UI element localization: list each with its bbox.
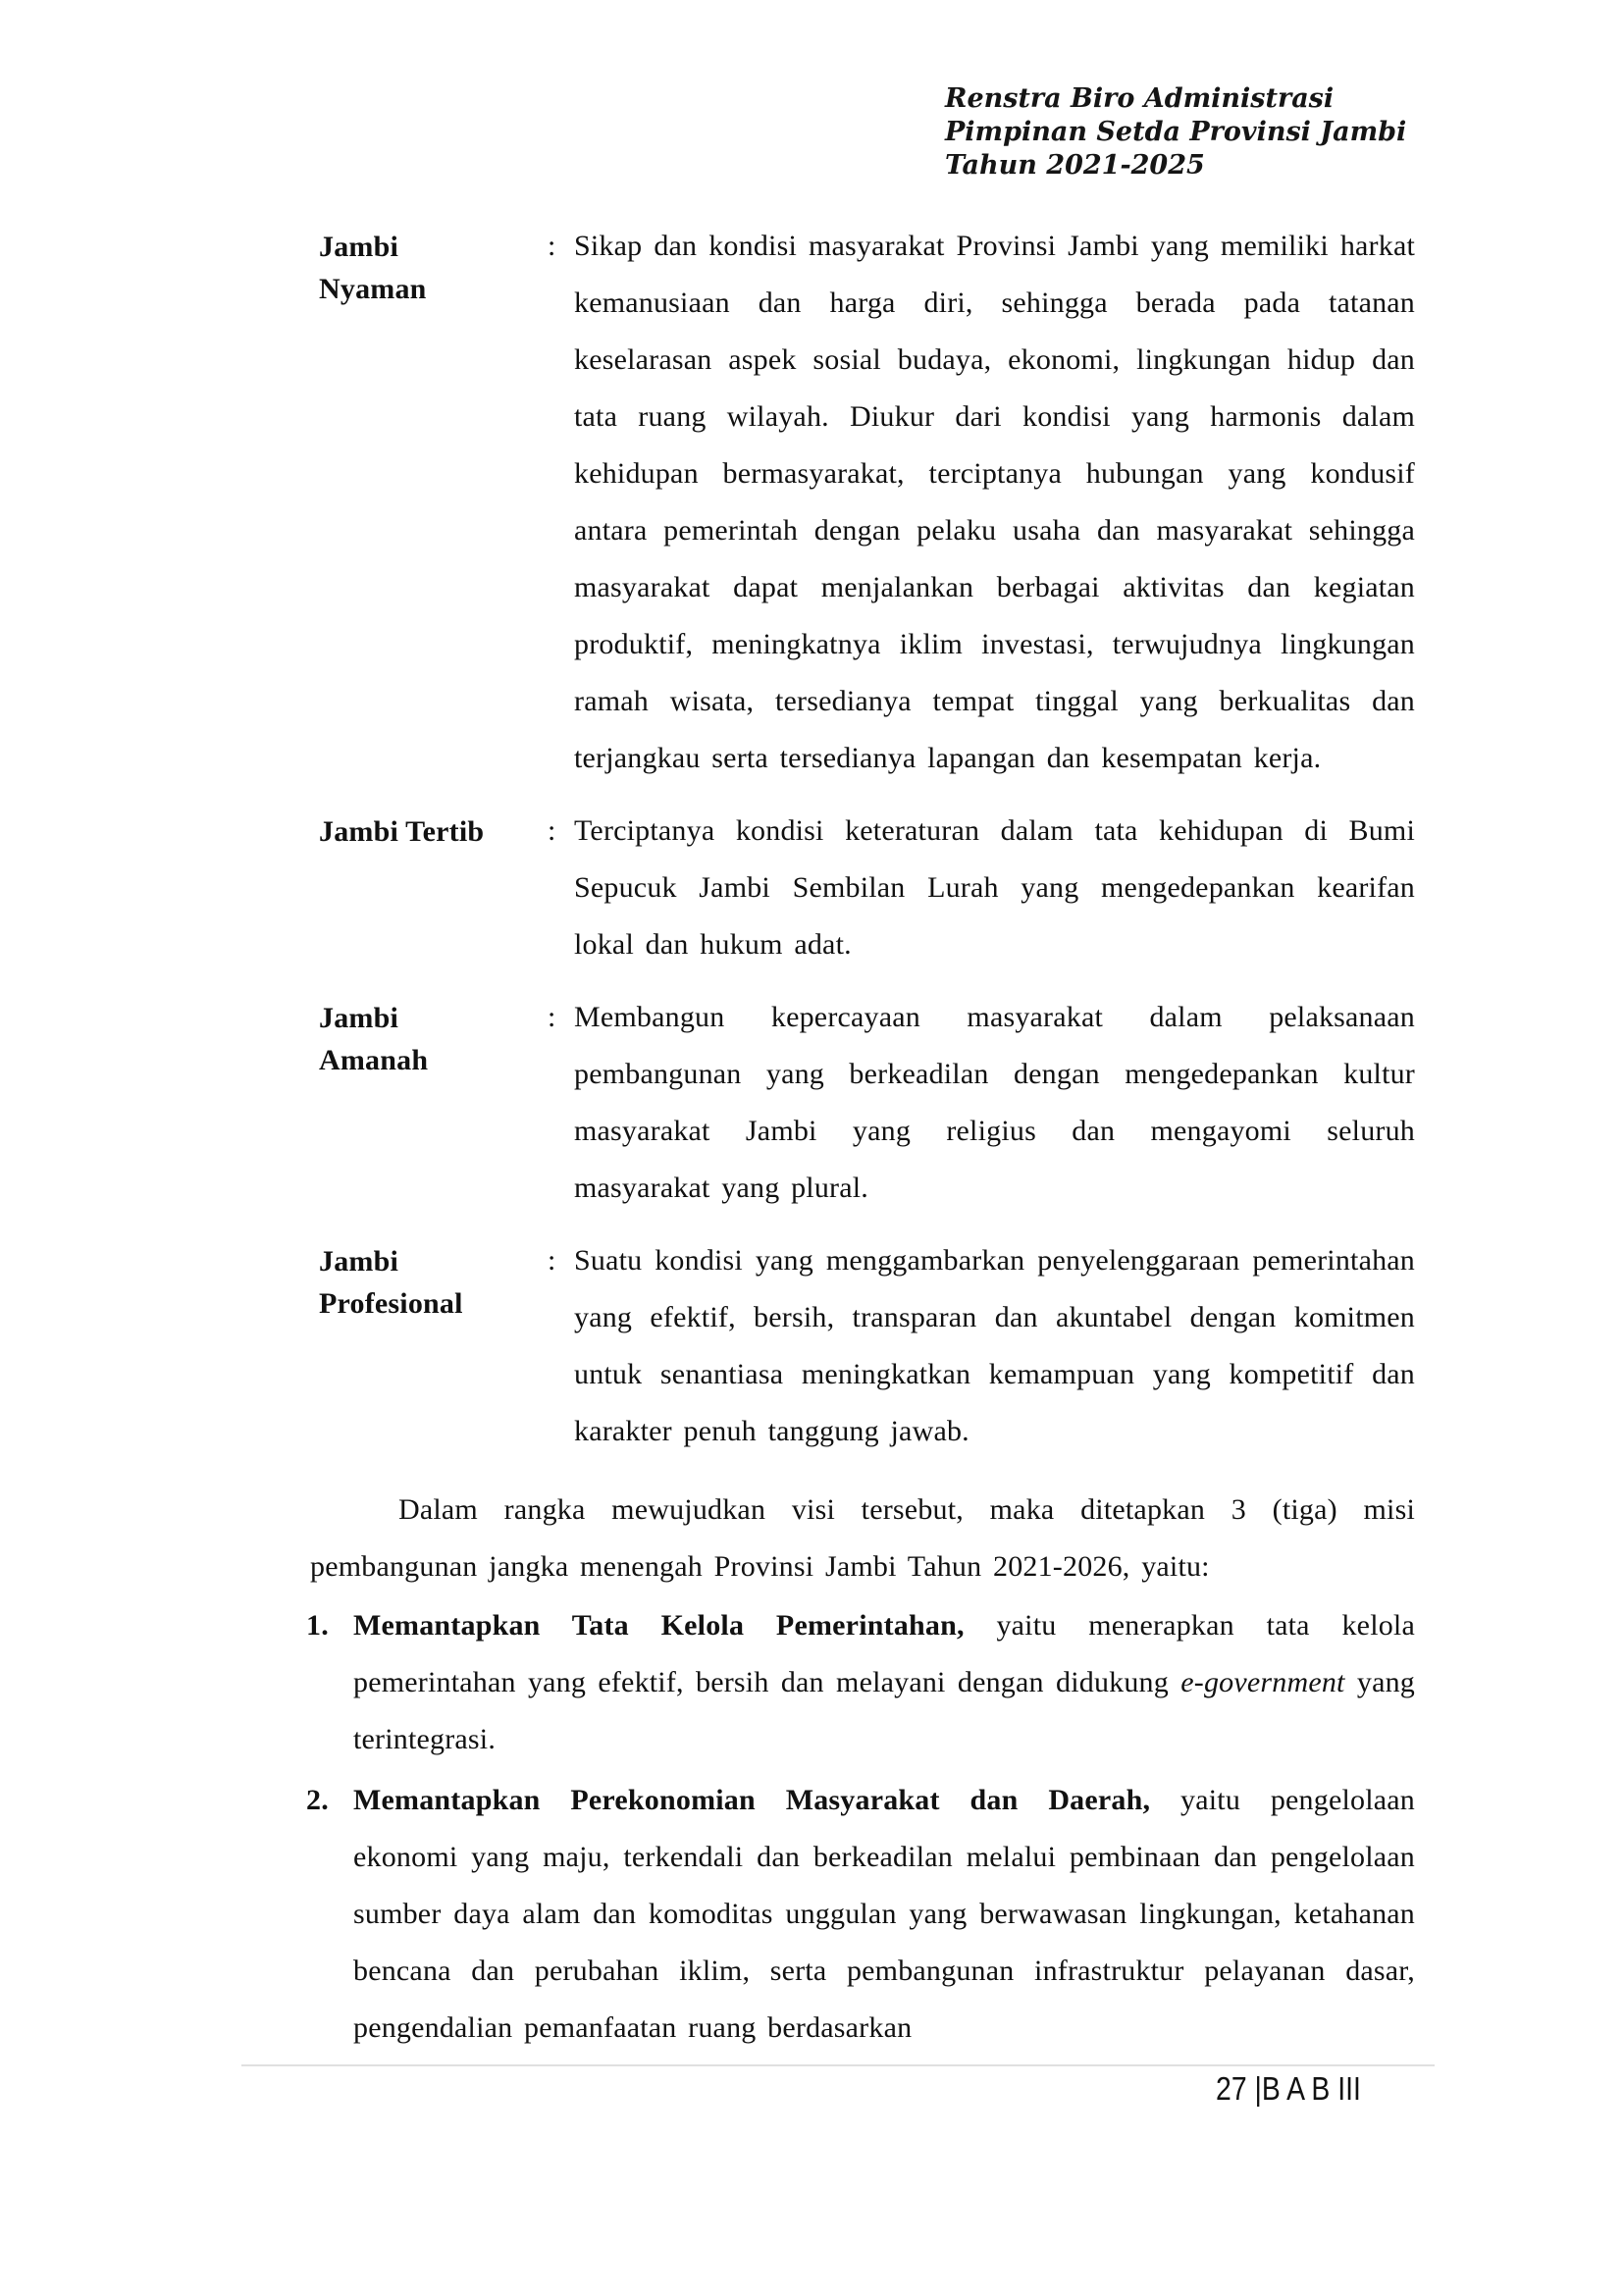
header-line-2: Pimpinan Setda Provinsi Jambi xyxy=(945,117,1407,147)
definition-separator: : xyxy=(548,814,556,847)
mission-item-number: 2. xyxy=(306,1784,329,1816)
definition-label-line1: Jambi xyxy=(319,231,399,263)
definition-label-line2: Nyaman xyxy=(319,273,427,305)
definition-separator: : xyxy=(548,1001,556,1033)
definition-label-line1: Jambi Tertib xyxy=(319,815,485,848)
mission-item-text: yaitu pengelolaan ekonomi yang maju, terkendali dan berkeadilan melalui pembinaan dan pengelolaan sumber daya alam dan komoditas unggulan yang berwawasan lingkungan, ketahanan bencana dan perubahan iklim, serta pembangunan infrastruktur pelayanan dasar, pengendalian pemanfaatan ruang berdasarkan xyxy=(353,1784,1415,2044)
definition-label-line1: Jambi xyxy=(319,1245,399,1278)
mission-item-bold-lead: Memantapkan Perekonomian Masyarakat dan Daerah, xyxy=(353,1784,1151,1816)
definition-label xyxy=(319,1232,540,1460)
mission-item-text-end: yang terintegrasi. xyxy=(353,1666,1415,1755)
vision-definition-list xyxy=(0,218,1624,1460)
mission-item-1 xyxy=(306,1597,1415,1768)
definition-text: Sikap dan kondisi masyarakat Provinsi Jambi yang memiliki harkat kemanusiaan dan harga diri, sehingga berada pada tatanan keselarasan aspek sosial budaya, ekonomi, lingkungan hidup dan tata ruang wilayah. Diukur dari kondisi yang harmonis dalam kehidupan bermasyarakat, terciptanya hubungan yang kondusif antara pemerintah dengan pelaku usaha dan masyarakat sehingga masyarakat dapat menjalankan berbagai aktivitas dan kegiatan produktif, meningkatnya iklim investasi, terwujudnya lingkungan ramah wisata, tersedianya tempat tinggal yang berkualitas dan terjangkau serta tersedianya lapangan dan kesempatan kerja. xyxy=(574,230,1415,774)
definition-separator: : xyxy=(548,1244,556,1277)
definition-text: Terciptanya kondisi keteraturan dalam tata kehidupan di Bumi Sepucuk Jambi Sembilan Lurah yang mengedepankan kearifan lokal dan hukum adat. xyxy=(574,814,1415,961)
definition-separator: : xyxy=(548,230,556,262)
definition-label xyxy=(319,803,540,973)
mission-item-text: yaitu menerapkan tata kelola pemerintahan yang efektif, bersih dan melayani dengan didukung xyxy=(353,1609,1415,1698)
definition-label xyxy=(319,218,540,787)
header-line-1: Renstra Biro Administrasi xyxy=(945,83,1335,114)
page-number-label: 27 |B A B III xyxy=(1216,2070,1361,2107)
header-line-3: Tahun 2021-2025 xyxy=(945,150,1205,181)
document-header xyxy=(945,82,1406,183)
intro-paragraph: Dalam rangka mewujudkan visi tersebut, maka ditetapkan 3 (tiga) misi pembangunan jangka menengah Provinsi Jambi Tahun 2021-2026, yaitu: xyxy=(310,1493,1415,1583)
definition-row-jambi-amanah xyxy=(319,989,1415,1217)
definition-row-jambi-nyaman xyxy=(319,218,1415,787)
definition-label-line1: Jambi xyxy=(319,1002,399,1034)
definition-row-jambi-profesional xyxy=(319,1232,1415,1460)
definition-label xyxy=(319,989,540,1217)
mission-item-italic-term: e-government xyxy=(1180,1666,1345,1698)
definition-label-line2: Profesional xyxy=(319,1287,463,1320)
definition-text: Membangun kepercayaan masyarakat dalam pelaksanaan pembangunan yang berkeadilan dengan mengedepankan kultur masyarakat Jambi yang religius dan mengayomi seluruh masyarakat yang plural. xyxy=(574,1001,1415,1204)
definition-text: Suatu kondisi yang menggambarkan penyelenggaraan pemerintahan yang efektif, bersih, transparan dan akuntabel dengan komitmen untuk senantiasa meningkatkan kemampuan yang kompetitif dan karakter penuh tanggung jawab. xyxy=(574,1244,1415,1447)
footer-divider xyxy=(241,2064,1435,2066)
page-footer xyxy=(0,2070,1361,2108)
mission-item-number: 1. xyxy=(306,1609,329,1642)
mission-item-bold-lead: Memantapkan Tata Kelola Pemerintahan, xyxy=(353,1609,965,1642)
definition-row-jambi-tertib xyxy=(319,803,1415,973)
mission-list xyxy=(306,1597,1415,2057)
definition-label-line2: Amanah xyxy=(319,1044,429,1076)
mission-item-2 xyxy=(306,1772,1415,2057)
